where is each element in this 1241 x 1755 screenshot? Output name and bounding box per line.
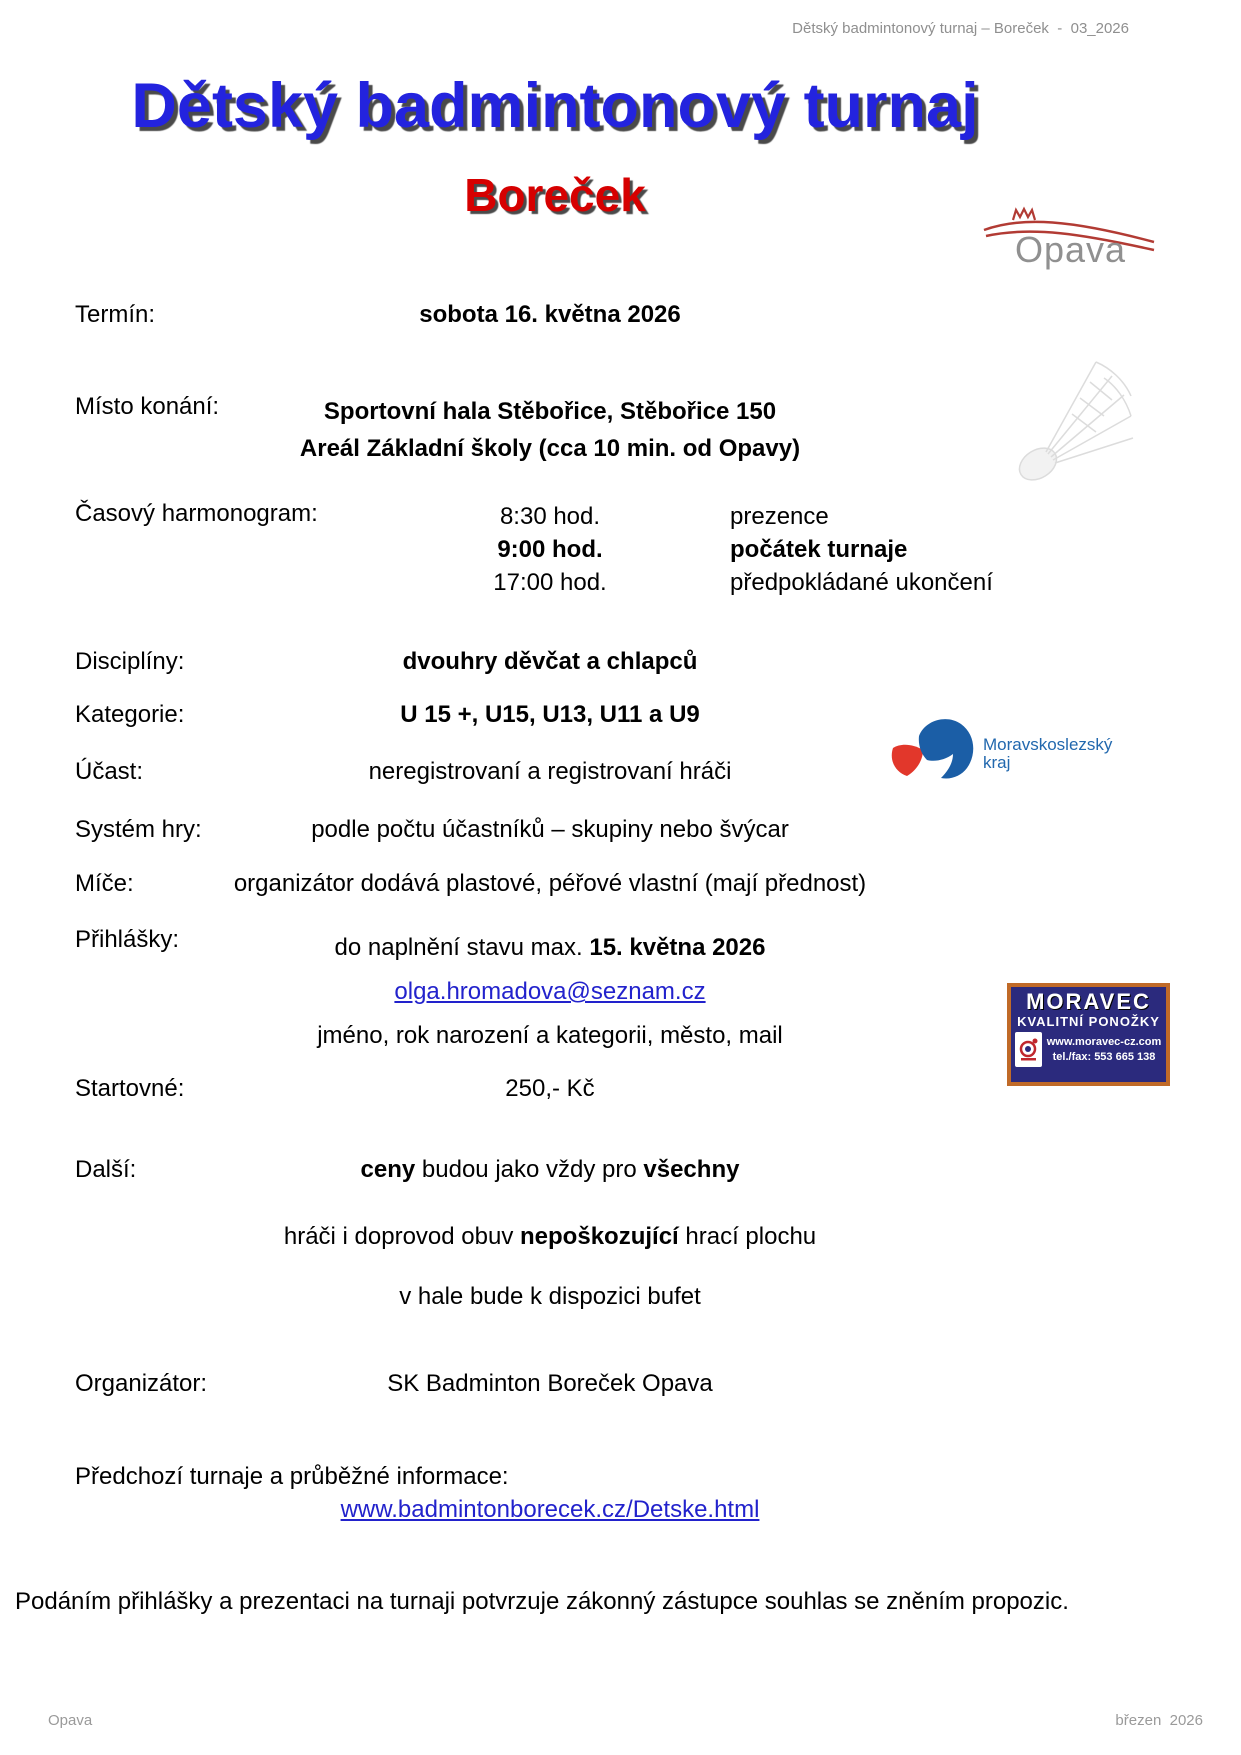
obuv-post: hrací plochu	[678, 1223, 817, 1250]
opava-logo-text: Opava	[1015, 229, 1127, 270]
organizator-value: SK Badminton Boreček Opava	[387, 1370, 713, 1397]
predchozi-label: Předchozí turnaje a průběžné informace:	[75, 1463, 509, 1490]
row-system-hry	[0, 816, 1241, 845]
termin-label: Termín:	[75, 301, 156, 328]
moravec-phone: tel./fax: 553 665 138	[1052, 1050, 1156, 1063]
prihlasky-line1-pre: do naplnění stavu max.	[334, 934, 590, 961]
system-hry-label: Systém hry:	[75, 816, 202, 843]
prihlasky-line3: jméno, rok narození a kategorii, město, mail	[317, 1022, 783, 1049]
moravec-web: www.moravec-cz.com	[1046, 1035, 1162, 1048]
misto-line2: Areál Základní školy (cca 10 min. od Opavy)	[299, 435, 801, 462]
opava-crown-icon	[1013, 209, 1035, 220]
row-ucast	[0, 758, 1241, 787]
schedule-time: 9:00 hod.	[497, 536, 603, 563]
harmonogram-label: Časový harmonogram:	[75, 500, 318, 527]
obuv-bold: nepoškozující	[520, 1223, 679, 1250]
row-mice	[0, 870, 1241, 899]
kategorie-value: U 15 +, U15, U13, U11 a U9	[400, 701, 700, 728]
schedule-item	[75, 533, 1025, 566]
obuv-pre: hráči i doprovod obuv	[283, 1223, 521, 1250]
row-website	[0, 1496, 1241, 1525]
row-termin	[0, 301, 1241, 330]
obuv-note	[75, 1223, 1025, 1252]
row-organizator	[0, 1370, 1241, 1399]
msk-text-line2: kraj	[983, 753, 1011, 772]
startovne-value: 250,- Kč	[505, 1075, 595, 1102]
row-obuv-note	[0, 1223, 1241, 1252]
prihlasky-deadline: 15. května 2026	[589, 934, 766, 961]
msk-text-line1: Moravskoslezský	[983, 735, 1113, 754]
prihlasky-line1	[75, 926, 1025, 970]
discipliny-label: Disciplíny:	[75, 648, 185, 675]
consent-note: Podáním přihlášky a prezentaci na turnaji potvrzuje zákonný zástupce souhlas se zněním propozic.	[15, 1588, 1069, 1615]
moravec-subtitle: KVALITNÍ PONOŽKY	[1017, 1014, 1160, 1029]
dalsi-value	[75, 1156, 1025, 1185]
schedule-desc: počátek turnaje	[730, 536, 908, 563]
row-discipliny	[0, 648, 1241, 677]
prihlasky-label: Přihlášky:	[75, 926, 180, 953]
footer-right: březen 2026	[1115, 1712, 1203, 1729]
page-header: Dětský badmintonový turnaj – Boreček - 03_2026	[792, 20, 1129, 37]
opava-logo	[982, 190, 1157, 270]
misto-label: Místo konání:	[75, 393, 220, 420]
schedule-item	[75, 566, 1025, 599]
schedule-time: 17:00 hod.	[493, 569, 607, 596]
schedule-desc: prezence	[730, 503, 829, 530]
misto-line1: Sportovní hala Stěbořice, Stěbořice 150	[323, 398, 777, 425]
ucast-value: neregistrovaní a registrovaní hráči	[368, 758, 732, 785]
dalsi-mid: budou jako vždy pro	[415, 1156, 644, 1183]
row-startovne	[0, 1075, 1241, 1104]
kategorie-label: Kategorie:	[75, 701, 185, 728]
discipliny-value: dvouhry děvčat a chlapců	[402, 648, 698, 675]
website-link[interactable]: www.badmintonborecek.cz/Detske.html	[340, 1496, 760, 1523]
row-bufet	[0, 1283, 1241, 1312]
page-subtitle: Boreček	[464, 169, 646, 221]
termin-value: sobota 16. května 2026	[419, 301, 681, 328]
dalsi-label: Další:	[75, 1156, 137, 1183]
dalsi-bold2: všechny	[643, 1156, 740, 1183]
ucast-label: Účast:	[75, 758, 144, 785]
mice-label: Míče:	[75, 870, 134, 897]
startovne-label: Startovné:	[75, 1075, 185, 1102]
schedule-time: 8:30 hod.	[499, 503, 601, 530]
footer-left: Opava	[48, 1712, 93, 1729]
row-misto	[0, 393, 1241, 467]
page-title: Dětský badmintonový turnaj	[131, 71, 979, 141]
row-prihlasky	[0, 926, 1241, 1058]
dalsi-bold1: ceny	[360, 1156, 416, 1183]
system-hry-value: podle počtu účastníků – skupiny nebo švýcar	[311, 816, 789, 843]
moravec-title: MORAVEC	[1026, 989, 1151, 1014]
row-kategorie	[0, 701, 1241, 730]
row-dalsi	[0, 1156, 1241, 1185]
organizator-label: Organizátor:	[75, 1370, 208, 1397]
schedule-desc: předpokládané ukončení	[730, 569, 993, 596]
email-link[interactable]: olga.hromadova@seznam.cz	[394, 978, 706, 1005]
bufet-note: v hale bude k dispozici bufet	[399, 1283, 701, 1310]
mice-value: organizátor dodává plastové, péřové vlastní (mají přednost)	[233, 870, 867, 897]
row-harmonogram	[0, 500, 1241, 599]
